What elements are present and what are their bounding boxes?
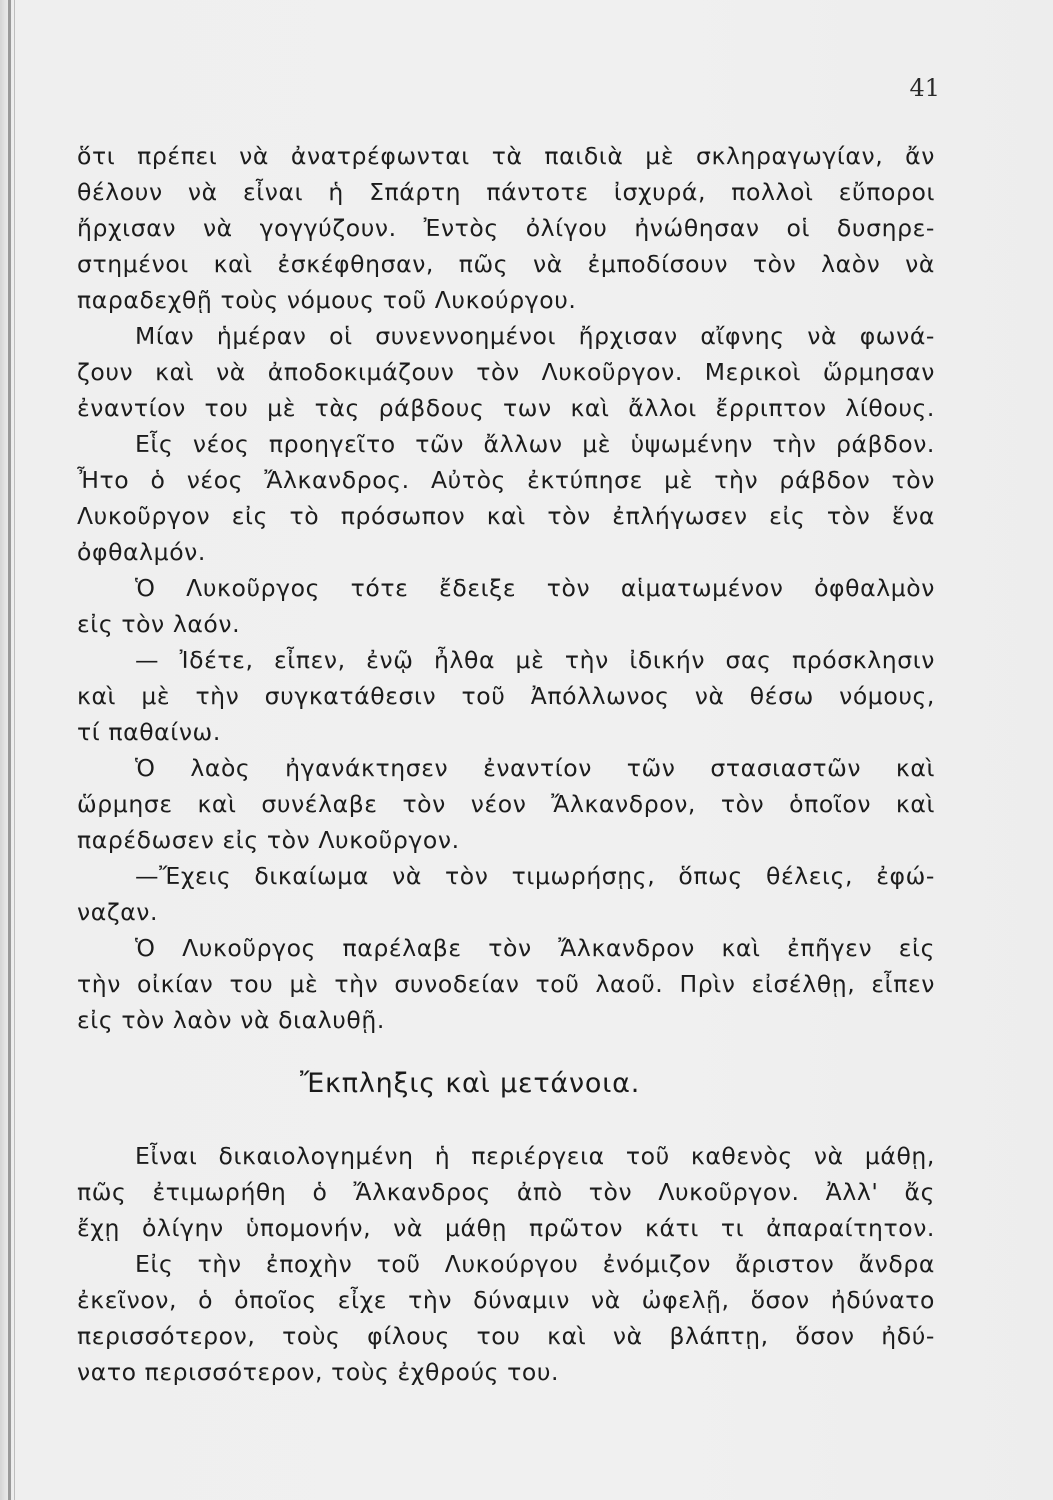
text-line: παρέδωσεν εἰς τὸν Λυκοῦργον. [77,826,460,854]
text-line: ἔχῃ ὀλίγην ὑπομονήν, νὰ μάθῃ πρῶτον κάτι τι ἀπαραίτητον. [77,1214,935,1242]
text-line: Εἶναι δικαιολογημένη ἡ περιέργεια τοῦ καθενὸς νὰ μάθῃ, [135,1142,935,1170]
section-heading: Ἔκπληξις καὶ μετάνοια. [300,1068,641,1099]
text-line: περισσότερον, τοὺς φίλους του καὶ νὰ βλάπτῃ, ὅσον ἠδύ- [77,1322,935,1350]
text-line: Εἷς νέος προηγεῖτο τῶν ἄλλων μὲ ὑψωμένην τὴν ράβδον. [135,430,935,458]
text-line: νατο περισσότερον, τοὺς ἐχθρούς του. [77,1358,560,1386]
text-line: τὴν οἰκίαν του μὲ τὴν συνοδείαν τοῦ λαοῦ. Πρὶν εἰσέλθῃ, εἶπεν [77,970,935,998]
text-line: ἤρχισαν νὰ γογγύζουν. Ἐντὸς ὀλίγου ἠνώθησαν οἱ δυσηρε- [77,214,935,242]
page-number: 41 [909,74,940,102]
text-line: Ὁ Λυκοῦργος τότε ἔδειξε τὸν αἱματωμένον ὀφθαλμὸν [135,574,935,602]
binding-shadow [8,0,11,1500]
text-line: — Ἰδέτε, εἶπεν, ἐνῷ ἦλθα μὲ τὴν ἰδικήν σας πρόσκλησιν [135,646,935,674]
text-line: ὅτι πρέπει νὰ ἀνατρέφωνται τὰ παιδιὰ μὲ σκληραγωγίαν, ἄν [77,142,935,170]
text-line: εἰς τὸν λαὸν νὰ διαλυθῇ. [77,1006,385,1034]
text-line: Εἰς τὴν ἐποχὴν τοῦ Λυκούργου ἐνόμιζον ἄριστον ἄνδρα [135,1250,935,1278]
text-line: ἐκεῖνον, ὁ ὁποῖος εἶχε τὴν δύναμιν νὰ ὠφελῇ, ὅσον ἠδύνατο [77,1286,935,1314]
text-line: ὀφθαλμόν. [77,538,206,566]
text-line: παραδεχθῇ τοὺς νόμους τοῦ Λυκούργου. [77,286,577,314]
text-line: πῶς ἐτιμωρήθη ὁ Ἄλκανδρος ἀπὸ τὸν Λυκοῦργον. Ἀλλ' ἄς [77,1178,935,1206]
text-line: τί παθαίνω. [77,718,221,746]
text-line: ὥρμησε καὶ συνέλαβε τὸν νέον Ἄλκανδρον, τὸν ὁποῖον καὶ [77,790,935,818]
text-line: Ὁ λαὸς ἠγανάκτησεν ἐναντίον τῶν στασιαστῶν καὶ [135,754,935,782]
text-line: καὶ μὲ τὴν συγκατάθεσιν τοῦ Ἀπόλλωνος νὰ θέσω νόμους, [77,682,935,710]
binding-edge [14,0,15,1500]
text-line: Λυκοῦργον εἰς τὸ πρόσωπον καὶ τὸν ἐπλήγωσεν εἰς τὸν ἕνα [77,502,935,530]
text-line: ναζαν. [77,898,159,926]
text-line: στημένοι καὶ ἐσκέφθησαν, πῶς νὰ ἐμποδίσουν τὸν λαὸν νὰ [77,250,935,278]
text-line: Ὁ Λυκοῦργος παρέλαβε τὸν Ἄλκανδρον καὶ ἐπῆγεν εἰς [135,934,935,962]
text-line: ζουν καὶ νὰ ἀποδοκιμάζουν τὸν Λυκοῦργον. Μερικοὶ ὥρμησαν [77,358,935,386]
text-line: εἰς τὸν λαόν. [77,610,241,638]
text-line: Μίαν ἡμέραν οἱ συνεννοημένοι ἤρχισαν αἴφνης νὰ φωνά- [135,322,935,350]
text-line: Ἦτο ὁ νέος Ἄλκανδρος. Αὐτὸς ἐκτύπησε μὲ τὴν ράβδον τὸν [77,466,935,494]
text-line: —Ἔχεις δικαίωμα νὰ τὸν τιμωρήσῃς, ὅπως θέλεις, ἐφώ- [135,862,935,890]
text-line: θέλουν νὰ εἶναι ἡ Σπάρτη πάντοτε ἰσχυρά, πολλοὶ εὔποροι [77,178,935,206]
text-line: ἐναντίον του μὲ τὰς ράβδους των καὶ ἄλλοι ἔρριπτον λίθους. [77,394,935,422]
